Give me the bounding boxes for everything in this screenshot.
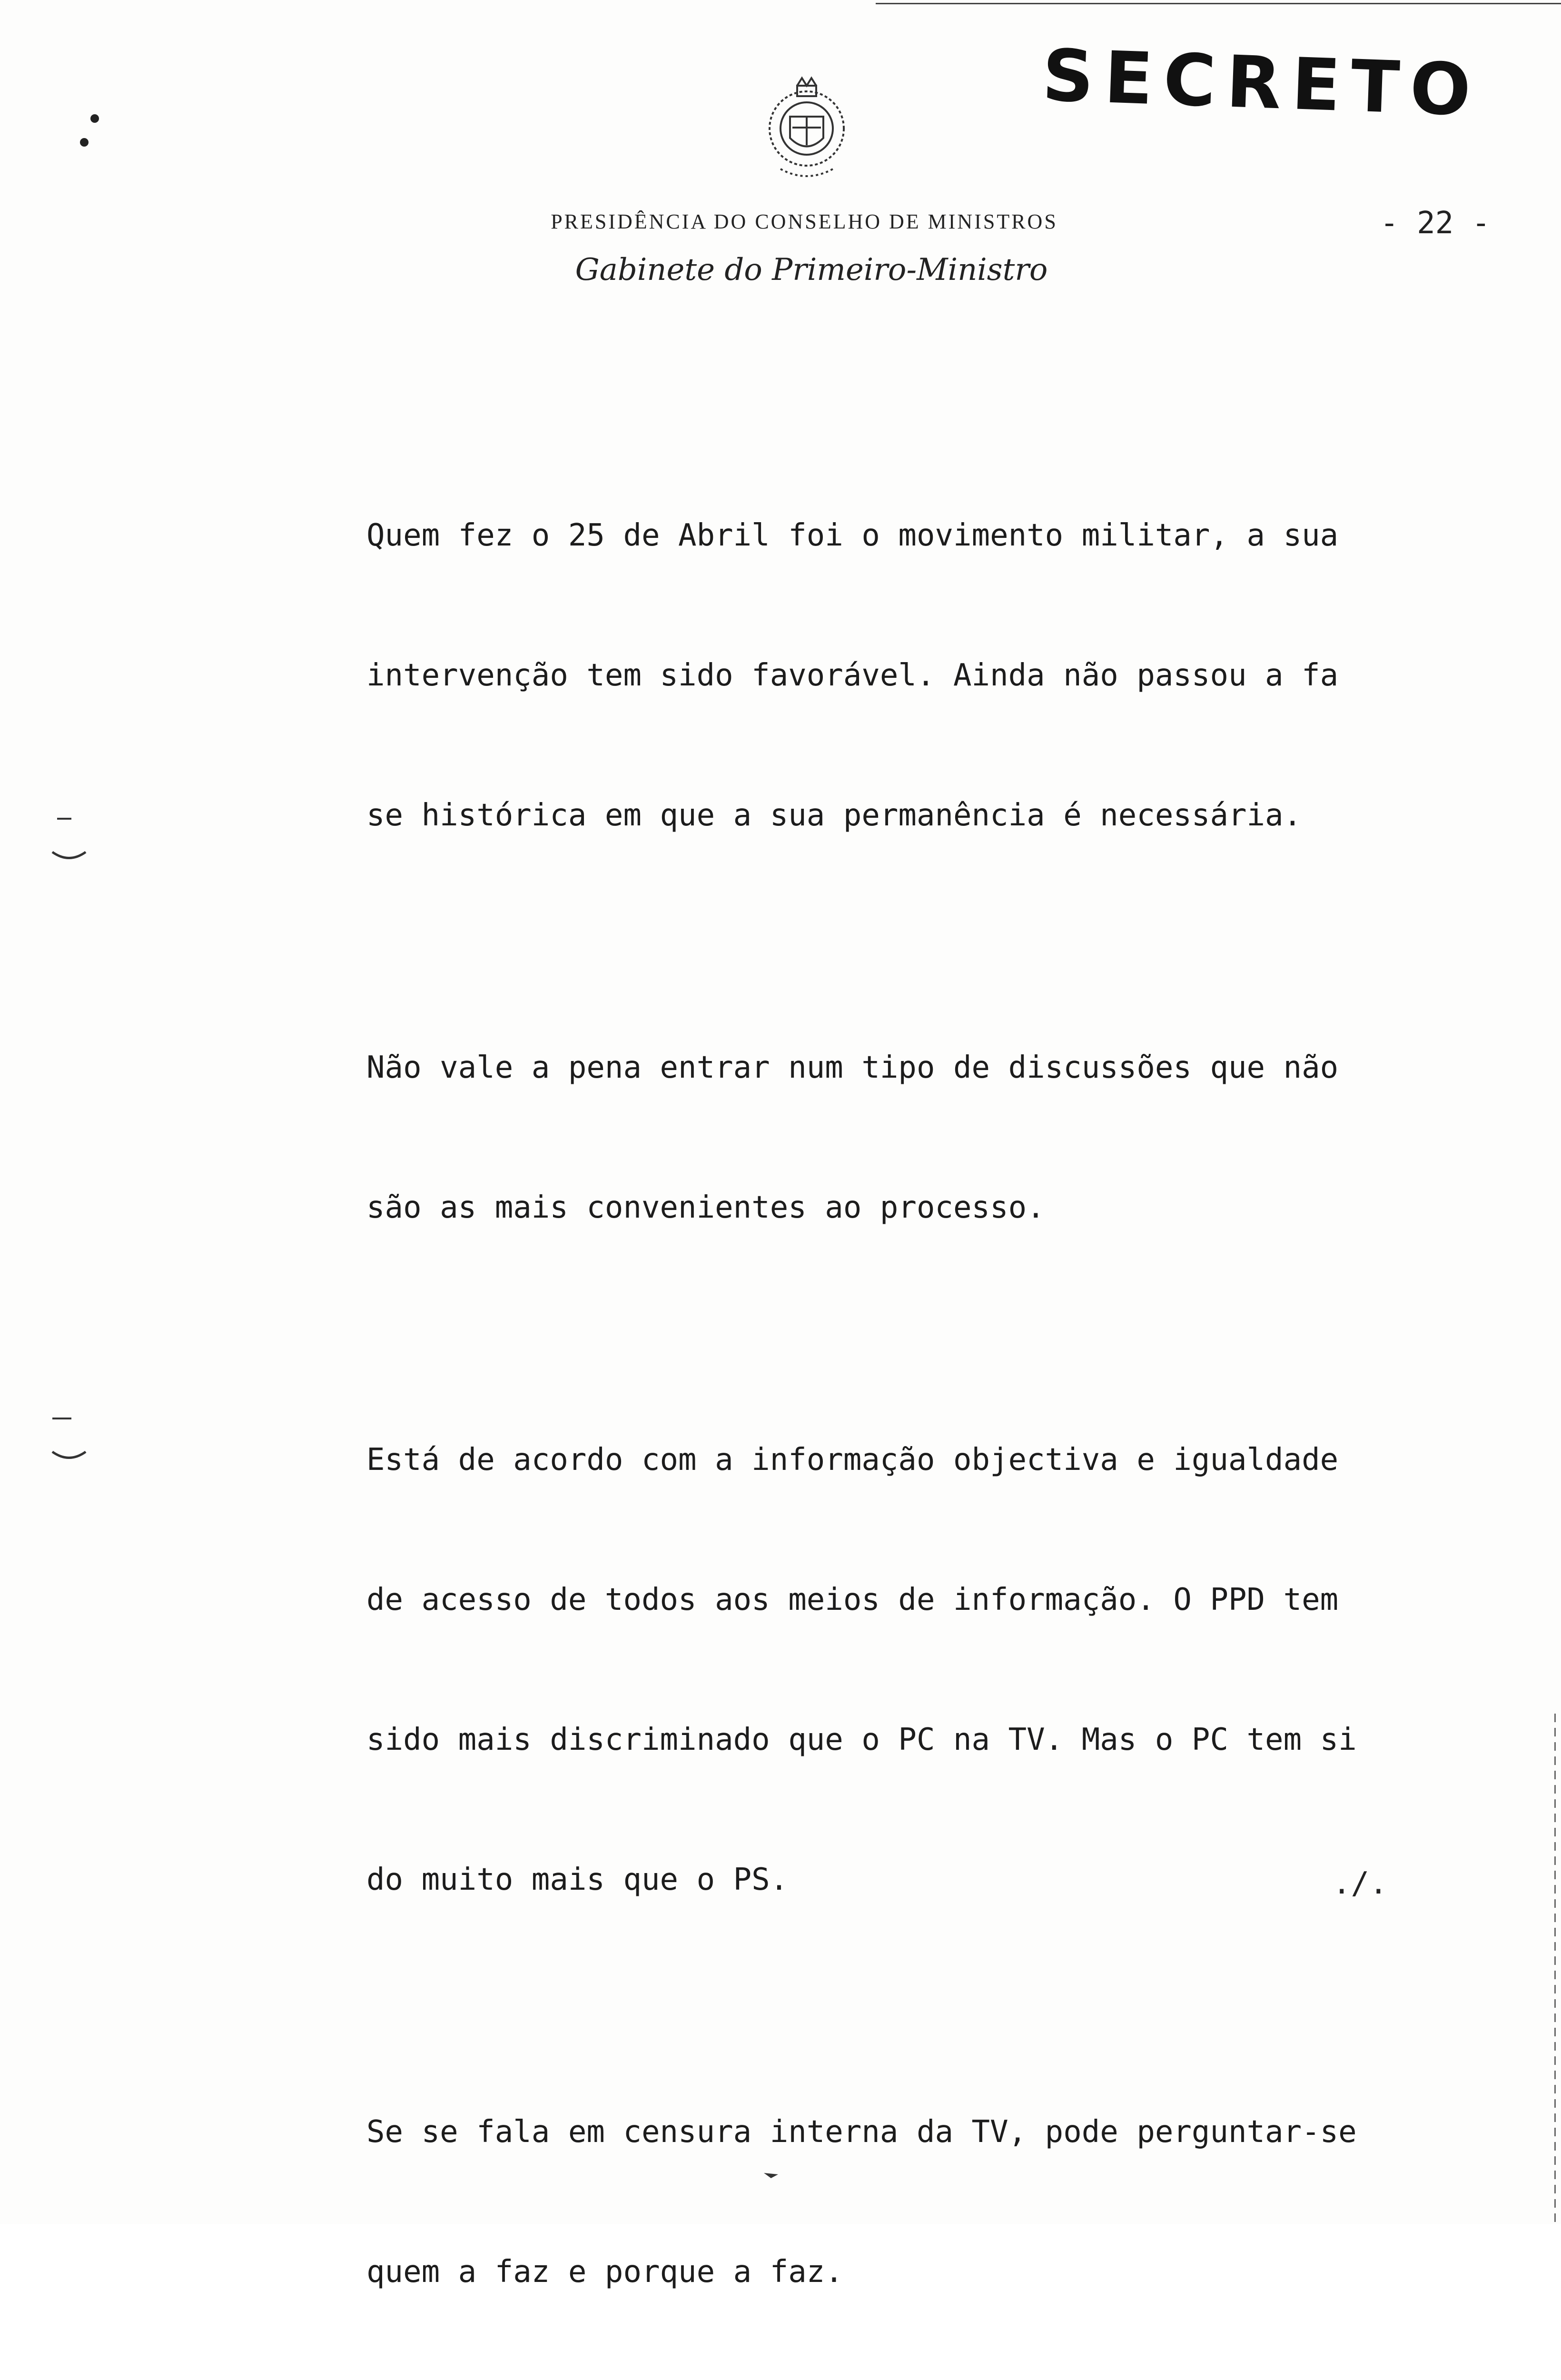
text-line: Se se fala em censura interna da TV, pode perguntar-se [366, 2114, 1357, 2150]
text-line: são as mais convenientes ao processo. [366, 1190, 1045, 1225]
office-name: Gabinete do Primeiro-Ministro [575, 252, 1048, 288]
top-rule [876, 3, 1561, 4]
punch-hole-mark [90, 114, 99, 123]
text-line: do muito mais que o PS. [366, 1862, 789, 1897]
text-line: de acesso de todos aos meios de informação. O PPD tem [366, 1582, 1339, 1617]
coat-of-arms-icon [752, 71, 861, 190]
paragraph [366, 1343, 1437, 1996]
scan-speck-icon [761, 2171, 780, 2180]
paragraph [366, 419, 1437, 932]
classification-stamp: SECRETO [1041, 34, 1483, 133]
margin-bracket-icon [48, 809, 90, 866]
page-number: - 22 - [1380, 206, 1491, 241]
text-line: intervenção tem sido favorável. Ainda não passou a fa [366, 658, 1339, 693]
institution-name: PRESIDÊNCIA DO CONSELHO DE MINISTROS [551, 210, 1058, 233]
paragraph [366, 951, 1437, 1324]
text-line: Não vale a pena entrar num tipo de discussões que não [366, 1050, 1339, 1085]
body-text [343, 419, 1437, 2380]
text-line: Está de acordo com a informação objectiva e igualdade [366, 1442, 1339, 1478]
scan-edge-line [1554, 1714, 1556, 2224]
text-line: Quem fez o 25 de Abril foi o movimento militar, a sua [366, 518, 1339, 553]
text-line: sido mais discriminado que o PC na TV. Mas o PC tem si [366, 1722, 1357, 1757]
text-line: quem a faz e porque a faz. [366, 2254, 843, 2290]
punch-hole-mark [80, 138, 89, 147]
text-line: se histórica em que a sua permanência é necessária. [366, 798, 1302, 833]
margin-bracket-icon [48, 1409, 90, 1466]
continuation-mark: ./. [1333, 1866, 1388, 1901]
paragraph [366, 2015, 1437, 2380]
